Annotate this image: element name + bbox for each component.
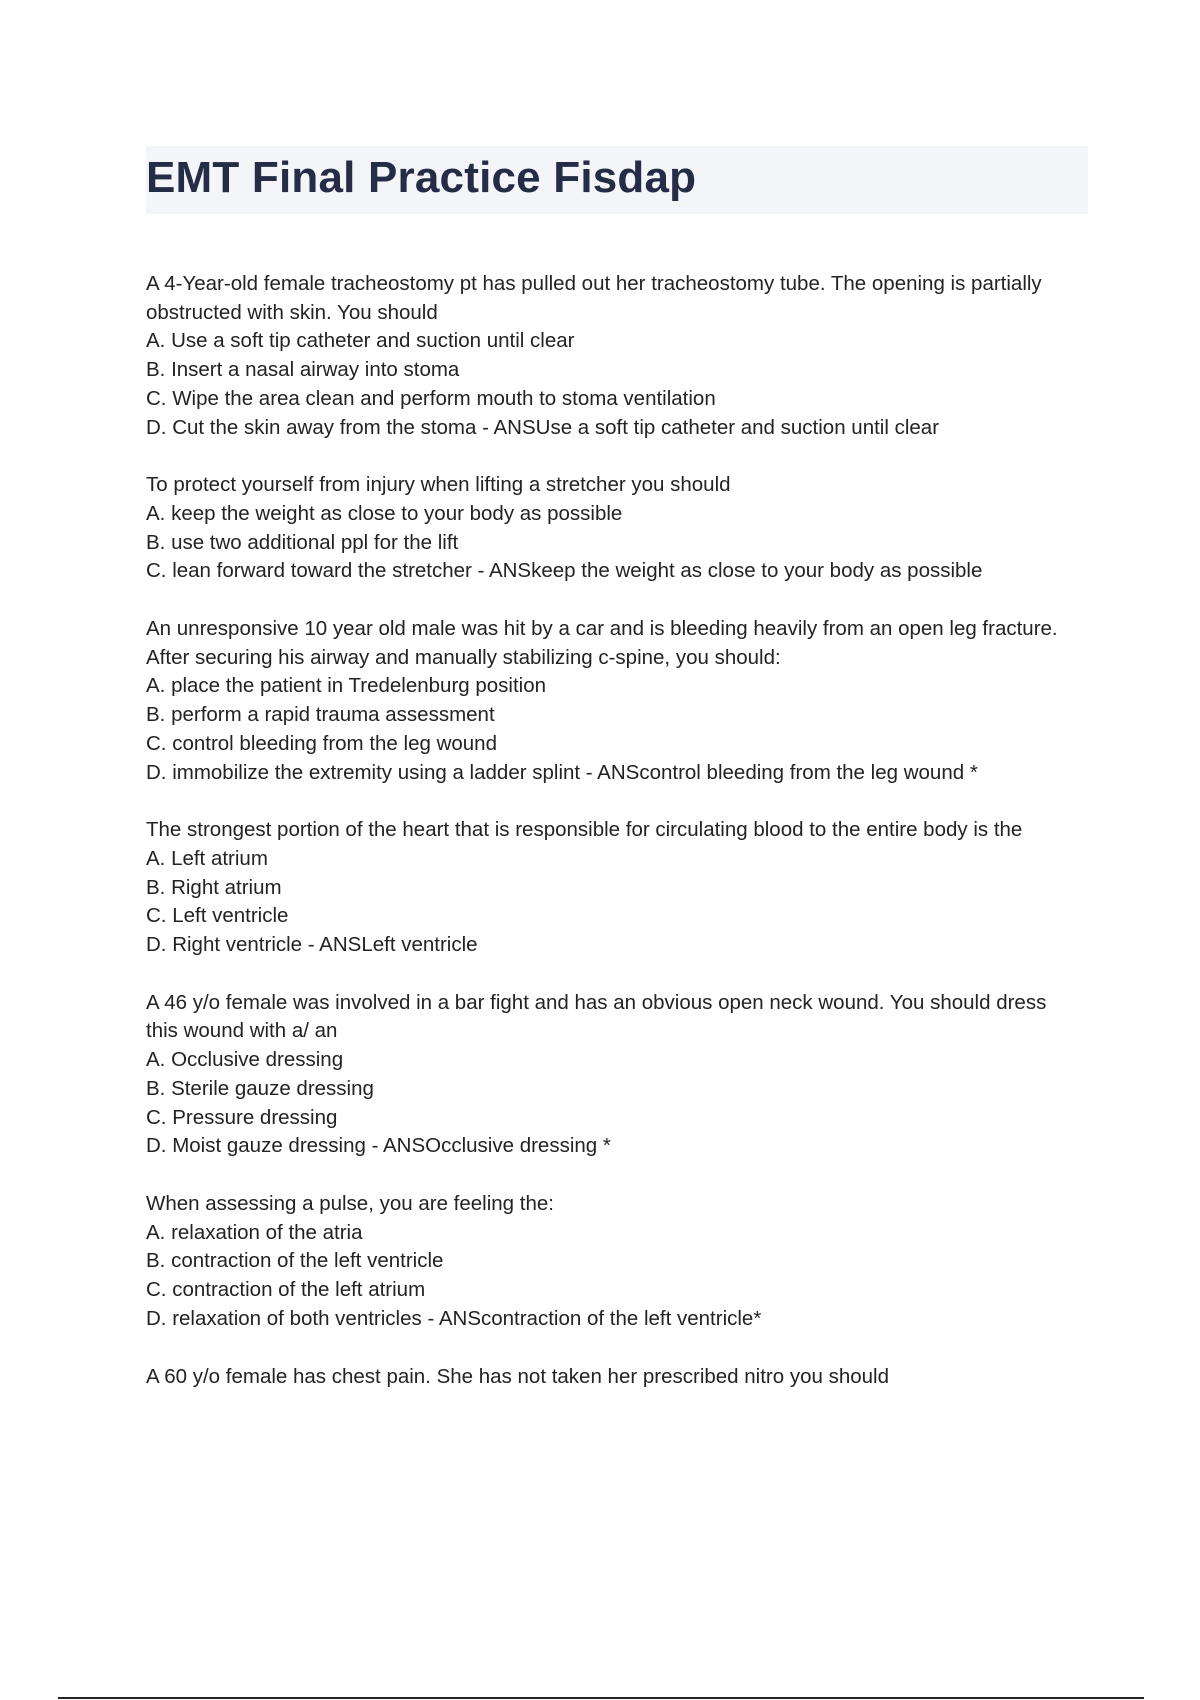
answer-option: B. Right atrium xyxy=(146,875,282,899)
question-block xyxy=(146,471,1076,586)
answer-option: A. Occlusive dressing xyxy=(146,1048,344,1072)
answer-option: C. Pressure dressing xyxy=(146,1105,338,1129)
question-block xyxy=(146,1363,1076,1392)
question-block xyxy=(146,615,1076,787)
answer-option: A. Use a soft tip catheter and suction until clear xyxy=(146,329,575,353)
question-stem: A 60 y/o female has chest pain. She has not taken her prescribed nitro you should xyxy=(146,1364,890,1388)
question-stem: A 4-Year-old female tracheostomy pt has pulled out her tracheostomy tube. The opening is partially obstructed with skin. You should xyxy=(146,272,1042,324)
answer-option: B. contraction of the left ventricle xyxy=(146,1249,444,1273)
question-block xyxy=(146,1190,1076,1334)
document-title: EMT Final Practice Fisdap xyxy=(146,153,697,202)
answer-option-with-key: D. Moist gauze dressing - ANSOcclusive dressing * xyxy=(146,1134,611,1158)
answer-option: C. control bleeding from the leg wound xyxy=(146,731,497,755)
page-bottom-rule xyxy=(58,1697,1144,1699)
answer-option: B. use two additional ppl for the lift xyxy=(146,530,459,554)
answer-option-with-key: C. lean forward toward the stretcher - ANSkeep the weight as close to your body as possible xyxy=(146,559,983,583)
question-block xyxy=(146,270,1076,442)
answer-option-with-key: D. Right ventricle - ANSLeft ventricle xyxy=(146,933,478,957)
answer-option: C. contraction of the left atrium xyxy=(146,1278,426,1302)
answer-option: A. Left atrium xyxy=(146,846,268,870)
question-stem: The strongest portion of the heart that is responsible for circulating blood to the entire body is the xyxy=(146,818,1023,842)
answer-option: A. relaxation of the atria xyxy=(146,1220,363,1244)
answer-option: C. Wipe the area clean and perform mouth to stoma ventilation xyxy=(146,386,716,410)
answer-option: C. Left ventricle xyxy=(146,904,289,928)
answer-option-with-key: D. relaxation of both ventricles - ANScontraction of the left ventricle* xyxy=(146,1306,762,1330)
question-stem: A 46 y/o female was involved in a bar fight and has an obvious open neck wound. You should dress this wound with a/ an xyxy=(146,990,1047,1043)
answer-option: B. Insert a nasal airway into stoma xyxy=(146,358,460,382)
answer-option-with-key: D. Cut the skin away from the stoma - ANSUse a soft tip catheter and suction until clear xyxy=(146,415,940,439)
question-stem: To protect yourself from injury when lifting a stretcher you should xyxy=(146,473,731,497)
question-list xyxy=(146,270,1076,1420)
question-stem: When assessing a pulse, you are feeling the: xyxy=(146,1191,554,1215)
answer-option: B. Sterile gauze dressing xyxy=(146,1076,374,1100)
question-stem: An unresponsive 10 year old male was hit by a car and is bleeding heavily from an open leg fracture. After securing his airway and manually stabilizing c-spine, you should: xyxy=(146,617,1058,669)
answer-option: A. place the patient in Tredelenburg position xyxy=(146,674,547,698)
answer-option: B. perform a rapid trauma assessment xyxy=(146,703,495,727)
question-block xyxy=(146,816,1076,960)
answer-option-with-key: D. immobilize the extremity using a ladder splint - ANScontrol bleeding from the leg wound * xyxy=(146,760,978,784)
answer-option: A. keep the weight as close to your body as possible xyxy=(146,501,623,525)
question-block xyxy=(146,989,1076,1161)
